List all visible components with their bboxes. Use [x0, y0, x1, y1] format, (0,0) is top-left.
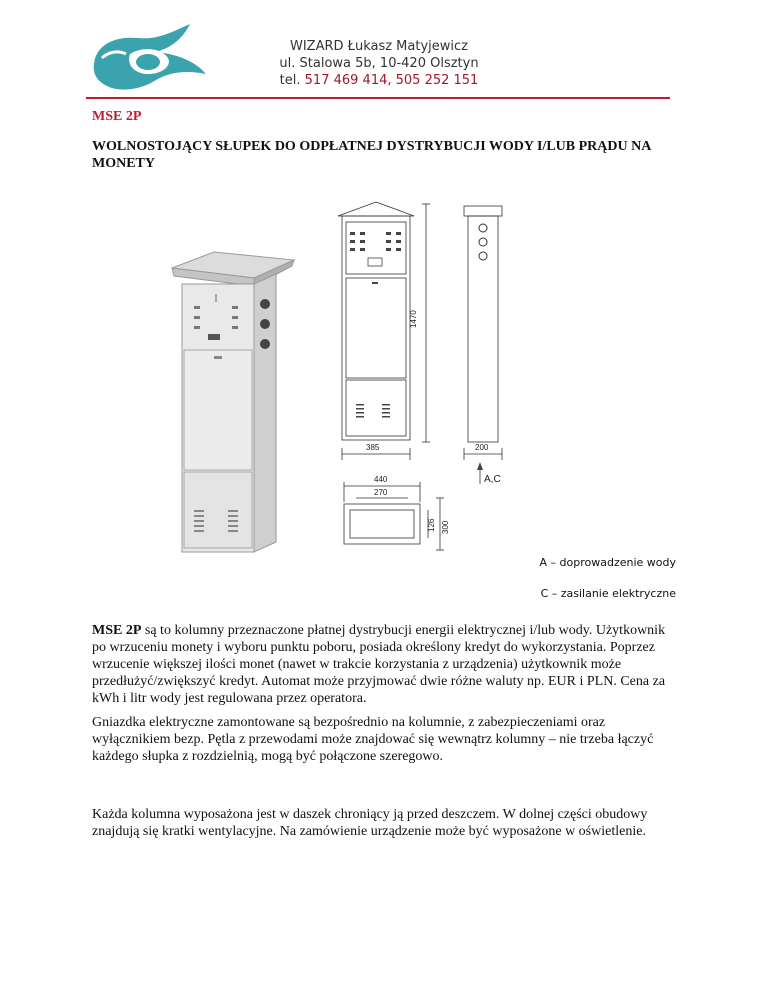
paragraph-description [92, 622, 680, 707]
dimension-base-inner-depth: 126 [427, 518, 436, 532]
paragraph-body: są to kolumny przeznaczone płatnej dystrybucji energii elektrycznej i/lub wody. Użytkownik po wrzuceniu monety i wyboru punktu poboru, posiada określony kredyt do wykorzystania. Poprzez wrzucenie większej ilości monet (nawet w trakcie korzystania z urządzenia) użytkownik może przedłużyć/zwiększyć kredyt. Automat może przyjmować dwie różne waluty np. EUR i PLN. Cena za kWh i litr wody jest regulowana przez operatora. [92, 623, 666, 706]
header-divider [86, 97, 670, 99]
paragraph-lead: MSE 2P [92, 623, 142, 638]
product-code: MSE 2P [92, 109, 142, 124]
product-photo [168, 246, 296, 560]
technical-drawing [318, 198, 518, 566]
dimension-base-outer-width: 440 [374, 475, 388, 484]
phone-numbers: 517 469 414, 505 252 151 [304, 73, 479, 88]
company-header [218, 38, 540, 89]
company-address: ul. Stalowa 5b, 10-420 Olsztyn [279, 56, 479, 71]
legend-power: C – zasilanie elektryczne [540, 587, 676, 600]
dimension-front-width: 385 [366, 443, 380, 452]
dimension-side-width: 200 [475, 443, 489, 452]
paragraph-roof: Każda kolumna wyposażona jest w daszek chroniący ją przed deszczem. W dolnej części obudowy znajdują się kratki wentylacyjne. Na zamówienie urządzenie może być wyposażone w oświetlenie. [92, 807, 648, 839]
company-logo [86, 14, 212, 96]
dimension-base-outer-depth: 300 [441, 520, 450, 534]
page-title: WOLNOSTOJĄCY SŁUPEK DO ODPŁATNEJ DYSTRYBUCJI WODY I/LUB PRĄDU NA MONETY [92, 139, 651, 171]
phone-prefix: tel. [279, 73, 301, 88]
company-name: WIZARD Łukasz Matyjewicz [289, 39, 468, 54]
dimension-base-inner-width: 270 [374, 488, 388, 497]
legend-water: A – doprowadzenie wody [539, 556, 676, 569]
dimension-height: 1470 [409, 310, 418, 328]
paragraph-sockets: Gniazdka elektryczne zamontowane są bezpośrednio na kolumnie, z zabezpieczeniami oraz wyłącznikiem bezp. Pętla z przewodami może znajdować się wewnątrz kolumny – nie trzeba łączyć każdego słupka z rozdzielnią, mogą być połączone szeregowo. [92, 715, 654, 764]
company-phone-line [218, 72, 540, 89]
connection-label: A,C [484, 474, 501, 485]
